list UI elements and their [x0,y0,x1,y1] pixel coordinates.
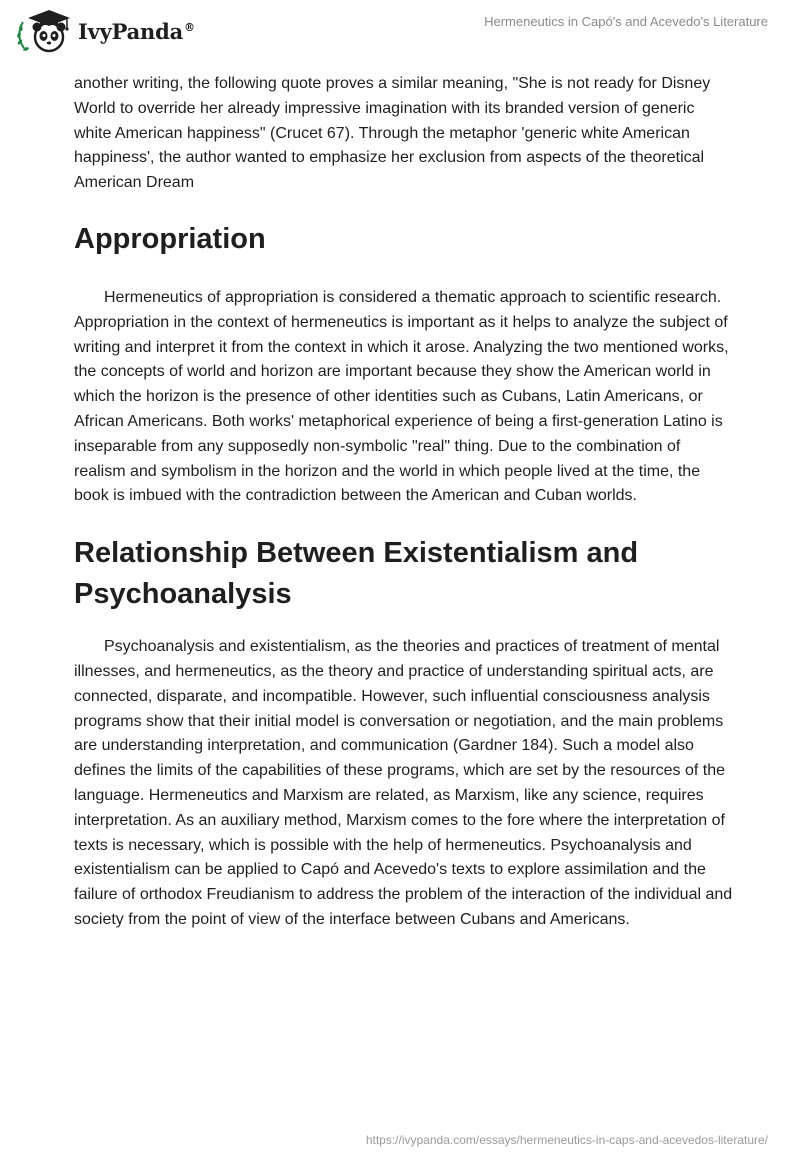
heading-relationship: Relationship Between Existentialism and Psychoanalysis [74,537,639,611]
brand-name: IvyPanda® [78,18,195,44]
ivypanda-logo[interactable] [14,8,195,54]
appropriation-paragraph: Hermeneutics of appropriation is considered a thematic approach to scientific research. Appropriation in the context of hermeneutics is important as it helps to analyze the subject of writing and interpret it from the context in which it arose. Analyzing the two mentioned works, the concepts of world and horizon are important because they show the American world in which the horizon is the presence of other identities such as Cubans, Latin Americans, or African Americans. Both works' metaphorical experience of being a first-generation Latino is inseparable from any supposedly non-symbolic "real" thing. Due to the combination of realism and symbolism in the horizon and the world in which people lived at the time, the book is imbued with the contradiction between the American and Cuban worlds. [74,288,729,505]
essay-content [74,72,734,933]
page-header [0,0,800,60]
document-title: Hermeneutics in Capó's and Acevedo's Literature [484,14,768,29]
relationship-paragraph: Psychoanalysis and existentialism, as the theories and practices of treatment of mental illnesses, and hermeneutics, as the theory and practice of understanding spiritual acts, are connected, disparate, and incompatible. However, such influential consciousness analysis programs show that their initial model is conversation or negotiation, and the main problems are understanding interpretation, and communication (Gardner 184). Such a model also defines the limits of the capabilities of these programs, which are set by the resources of the language. Hermeneutics and Marxism are related, as Marxism, like any science, requires interpretation. As an auxiliary method, Marxism comes to the fore where the interpretation of texts is necessary, which is possible with the help of hermeneutics. Psychoanalysis and existentialism can be applied to Capó and Acevedo's texts to explore assimilation and the failure of orthodox Freudianism to address the problem of the interaction of the individual and society from the point of view of the interface between Cubans and Americans. [74,638,733,928]
heading-appropriation: Appropriation [74,222,266,255]
registered-mark: ® [184,20,195,34]
source-url[interactable]: https://ivypanda.com/essays/hermeneutics-in-caps-and-acevedos-literature/ [365,1133,768,1147]
intro-paragraph: another writing, the following quote proves a similar meaning, "She is not ready for Disney World to override her already impressive imagination with its branded version of generic white American happiness" (Crucet 67). Through the metaphor 'generic white American happiness', the author wanted to emphasize her exclusion from aspects of the theoretical American Dream [74,75,711,192]
panda-graduation-cap-logo-icon [14,8,76,54]
